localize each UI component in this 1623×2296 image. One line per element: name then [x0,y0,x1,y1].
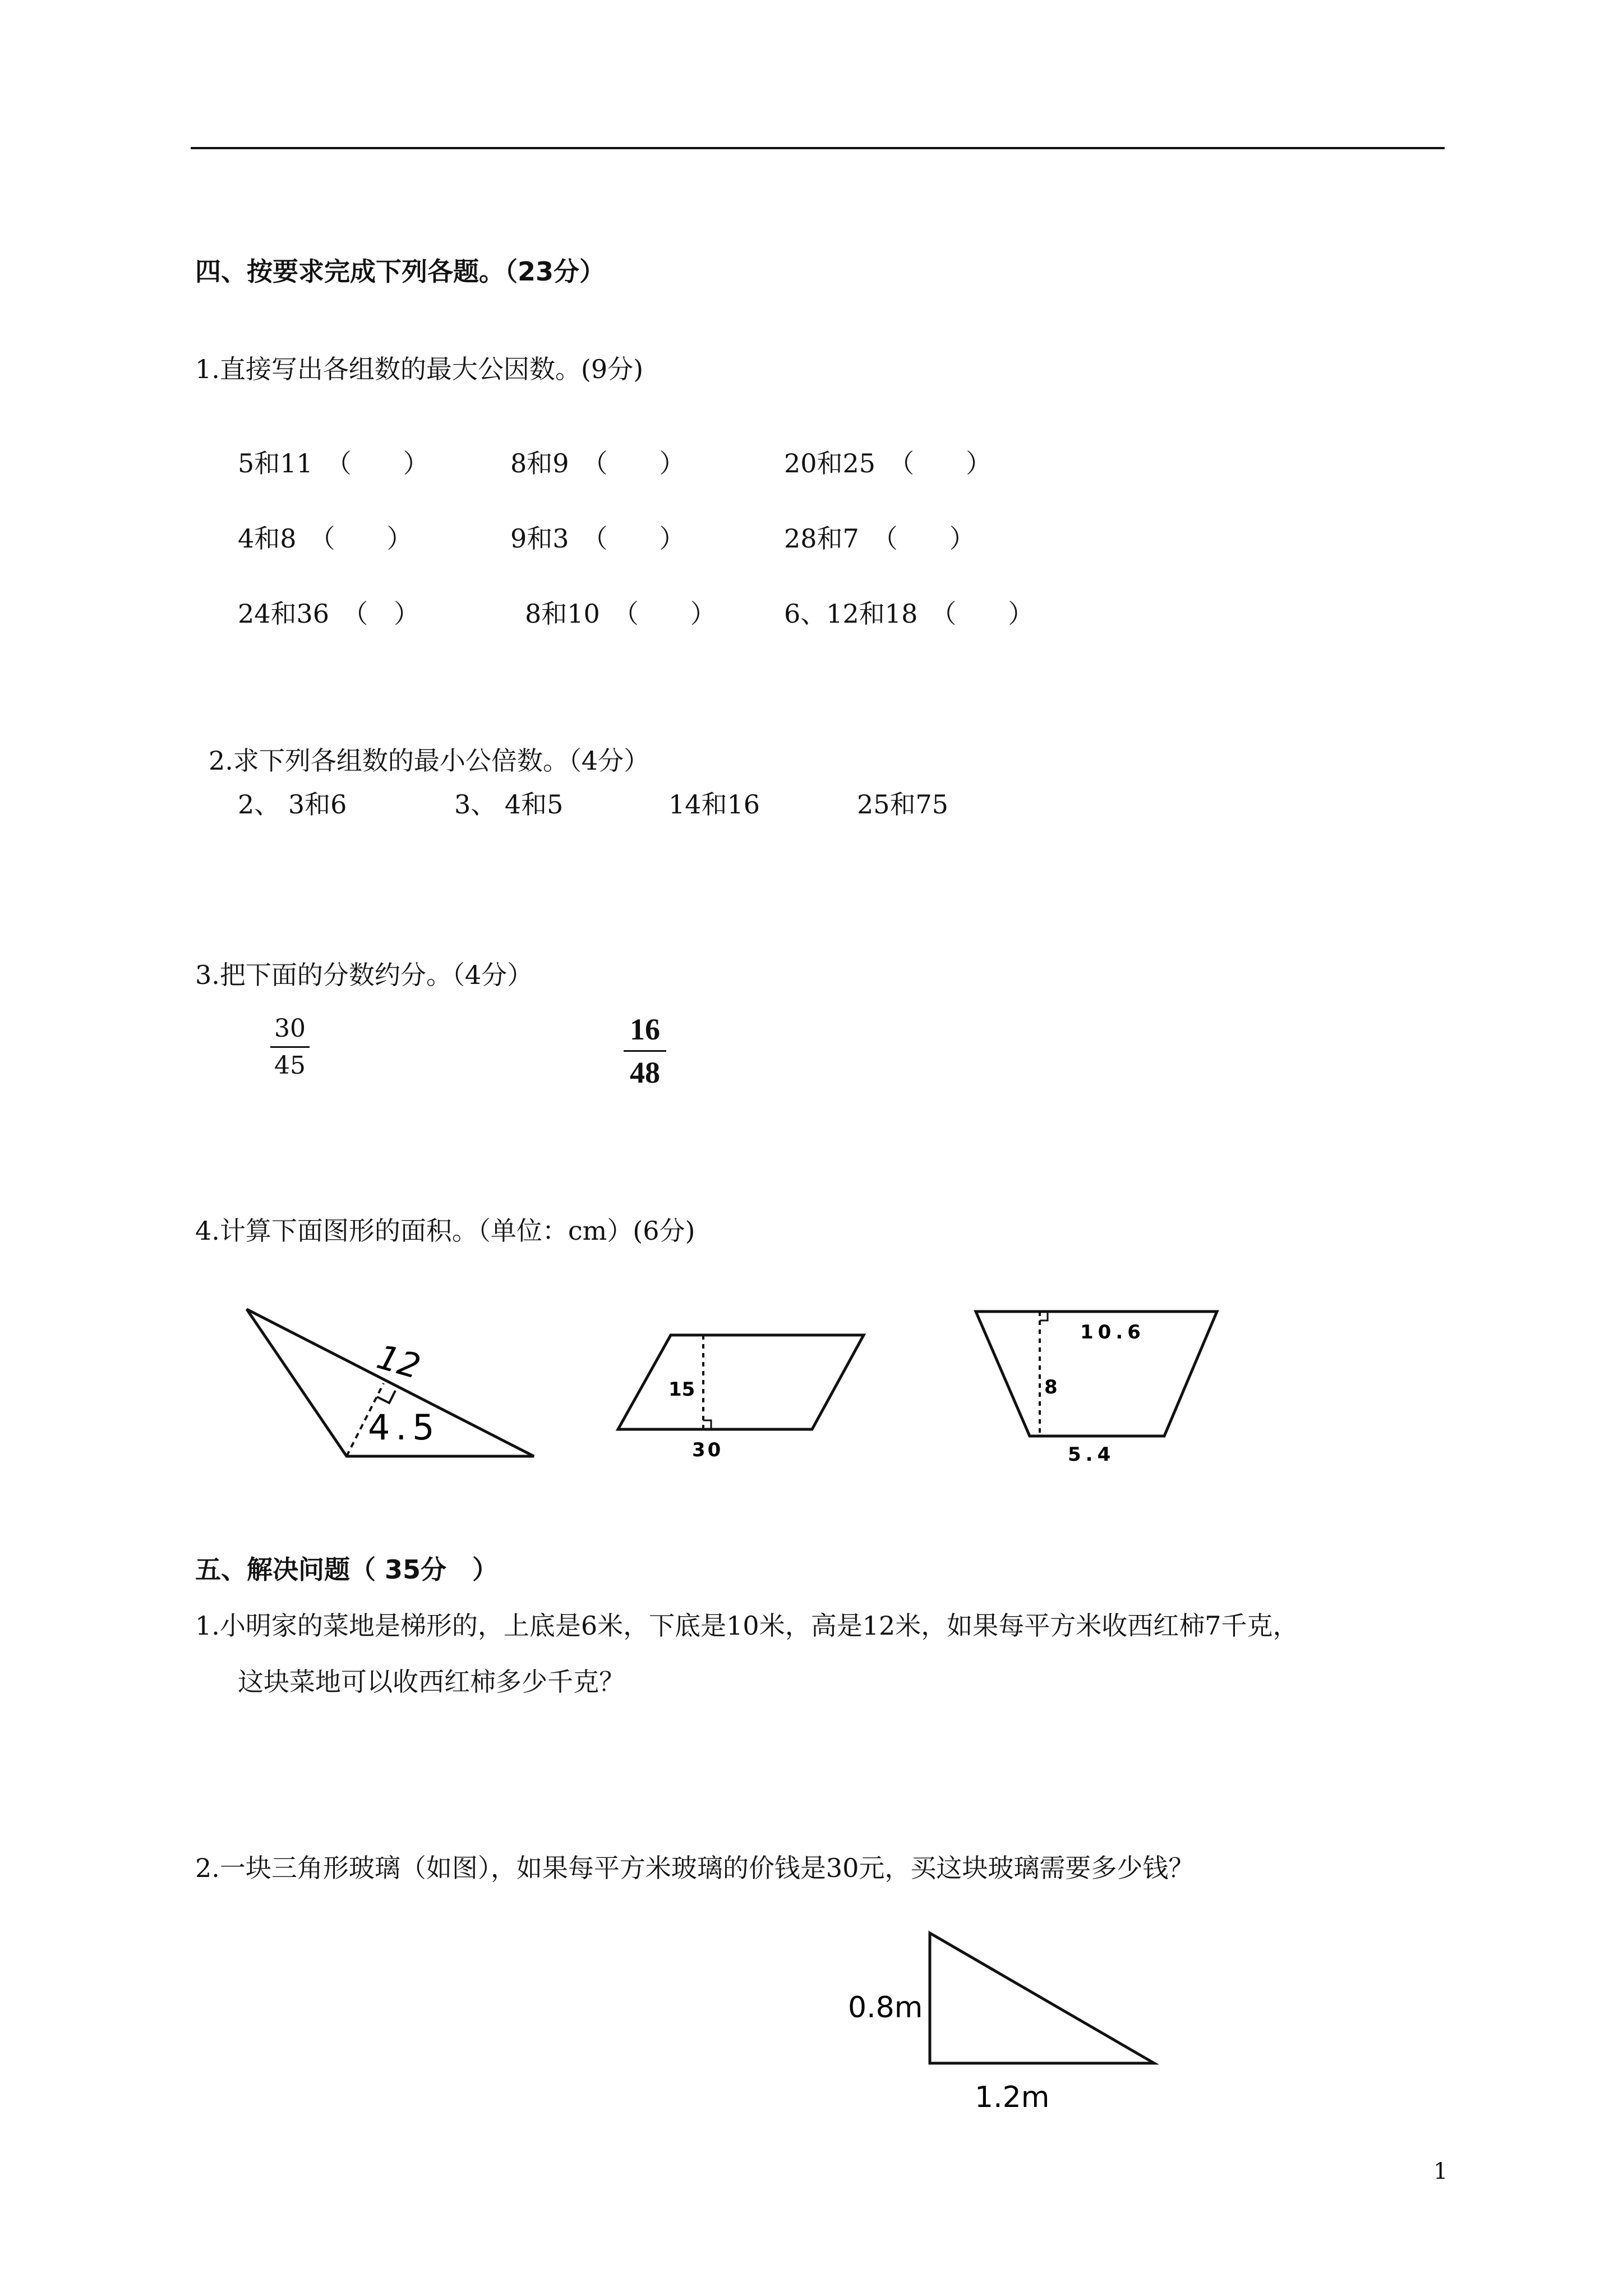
section-4-title: 四、按要求完成下列各题。（23分） [195,256,606,287]
trapezoid-figure [976,1312,1217,1466]
gcd-item: 20和25 （ ） [784,448,992,478]
section-5-title: 五、解决问题（ 35分 ） [195,1554,499,1585]
lcm-item: 25和75 [857,789,949,820]
lcm-item: 3、 4和5 [454,789,564,820]
trapezoid-top-label: 10.6 [1080,1321,1145,1343]
gcd-item: 9和3 （ ） [510,523,685,554]
gcd-item: 8和10 （ ） [525,599,716,629]
glass-triangle-figure [848,1933,1154,2114]
fraction-numerator: 16 [630,1013,660,1046]
s5-q2-text: 2.一块三角形玻璃（如图），如果每平方米玻璃的价钱是30元，买这块玻璃需要多少钱？ [195,1853,1195,1883]
glass-base-label: 1.2m [975,2081,1050,2114]
triangle-figure [247,1309,534,1456]
gcd-item: 24和36 （ ） [238,599,420,629]
q3-title: 3.把下面的分数约分。（4分） [195,960,533,990]
triangle-height-label: 4.5 [368,1407,440,1448]
page-number: 1 [1433,2159,1448,2184]
gcd-item: 4和8 （ ） [238,523,413,554]
triangle-base-label: 12 [372,1337,425,1387]
q1-title: 1.直接写出各组数的最大公因数。(9分) [195,354,644,384]
gcd-item: 8和9 （ ） [510,448,685,478]
parallelogram-base-label: 30 [692,1439,723,1461]
fraction-denominator: 45 [274,1051,306,1080]
glass-triangle-shape [930,1933,1154,2063]
q2-title: 2.求下列各组数的最小公倍数。（4分） [209,746,650,776]
lcm-item: 14和16 [668,789,760,820]
s5-q1-line2: 这块菜地可以收西红柿多少千克？ [238,1667,625,1697]
glass-height-label: 0.8m [848,1991,923,2024]
parallelogram-height-label: 15 [668,1378,695,1401]
lcm-item: 2、 3和6 [238,789,347,820]
parallelogram-figure [618,1335,864,1461]
fraction-numerator: 30 [274,1014,306,1043]
gcd-item: 28和7 （ ） [784,523,975,554]
parallelogram-shape [618,1335,864,1429]
trapezoid-height-label: 8 [1044,1376,1058,1398]
gcd-item: 6、12和18 （ ） [784,599,1034,629]
s5-q1-line1: 1.小明家的菜地是梯形的，上底是6米，下底是10米，高是12米，如果每平方米收西红柿7千克， [195,1611,1299,1641]
fraction-denominator: 48 [630,1056,660,1089]
q4-title: 4.计算下面图形的面积。（单位：cm）(6分) [195,1216,695,1246]
trapezoid-bottom-label: 5.4 [1068,1443,1115,1466]
gcd-item: 5和11 （ ） [238,448,429,478]
